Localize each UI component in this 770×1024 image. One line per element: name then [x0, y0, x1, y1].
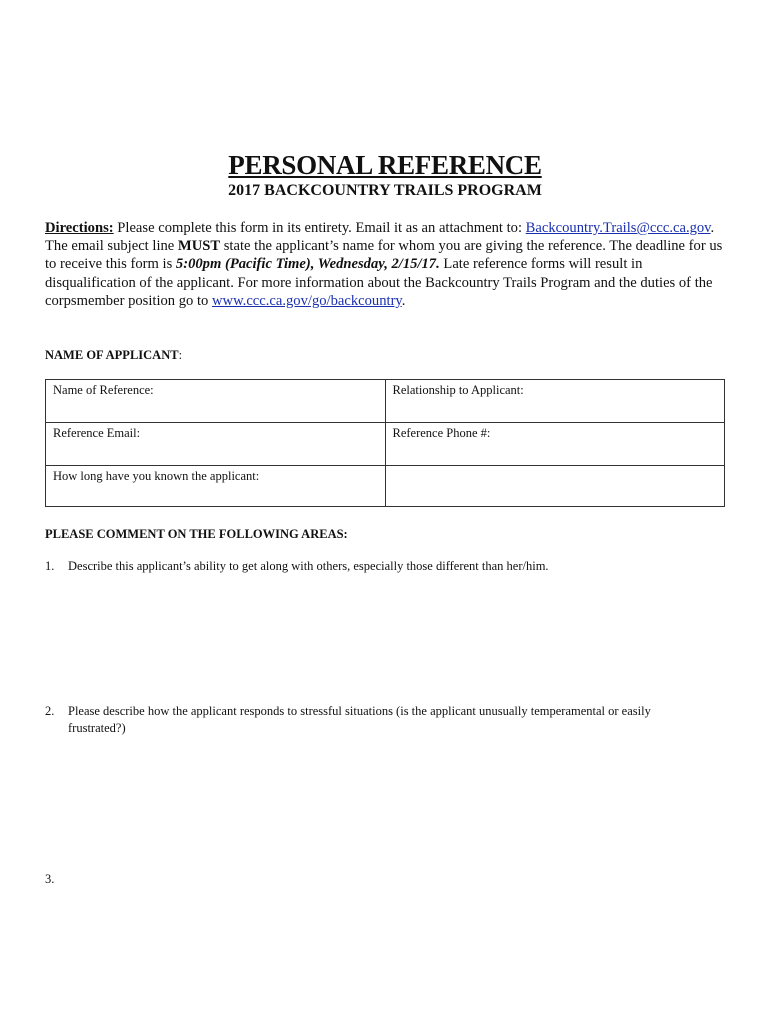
deadline-text: 5:00pm (Pacific Time), Wednesday, 2/15/17.	[175, 256, 440, 273]
question-2	[45, 703, 685, 737]
directions-label: Directions:	[45, 220, 114, 236]
directions-text-2: . The email subject line	[45, 220, 715, 255]
directions-text-5: .	[401, 292, 406, 309]
table-row	[46, 423, 725, 466]
email-link[interactable]: Backcountry.Trails@ccc.ca.gov	[525, 220, 711, 236]
directions-text-4: Late reference forms will result in disqualification of the applicant. For more information about the Backcountry Trails Program and the duties of the corpsmember position go to	[45, 256, 713, 309]
applicant-colon: :	[178, 348, 183, 362]
applicant-label: NAME OF APPLICANT	[45, 348, 179, 362]
reference-info-table	[45, 379, 725, 507]
directions-paragraph	[45, 219, 735, 310]
question-number: 3.	[45, 872, 55, 886]
page-title: PERSONAL REFERENCE	[228, 150, 542, 180]
question-number: 2.	[45, 704, 55, 718]
reference-name-label: Name of Reference:	[53, 383, 154, 397]
applicant-name-field[interactable]	[45, 347, 182, 363]
reference-name-field[interactable]	[46, 380, 386, 423]
reference-email-field[interactable]	[46, 423, 386, 466]
question-text: Describe this applicant’s ability to get along with others, especially those different than her/him.	[68, 559, 549, 573]
must-emphasis: MUST	[177, 238, 221, 255]
reference-email-label: Reference Email:	[53, 426, 141, 440]
known-duration-label-cell	[46, 466, 386, 507]
reference-phone-label: Reference Phone #:	[392, 426, 491, 440]
reference-phone-field[interactable]	[385, 423, 725, 466]
known-duration-label: How long have you known the applicant:	[53, 469, 260, 483]
directions-text-3: state the applicant’s name for whom you are giving the reference. The deadline for us to receive this form is	[45, 238, 723, 273]
table-row	[46, 466, 725, 507]
known-duration-field[interactable]	[385, 466, 725, 507]
directions-text-1: Please complete this form in its entirety. Email it as an attachment to:	[113, 220, 526, 236]
program-url-link[interactable]: www.ccc.ca.gov/go/backcountry	[212, 292, 402, 309]
question-number: 1.	[45, 559, 55, 573]
table-row	[46, 380, 725, 423]
question-1	[45, 558, 685, 575]
comments-heading: PLEASE COMMENT ON THE FOLLOWING AREAS:	[45, 527, 348, 541]
question-text: Please describe how the applicant responds to stressful situations (is the applicant unusually temperamental or easily frustrated?)	[68, 704, 651, 735]
relationship-field[interactable]	[385, 380, 725, 423]
relationship-label: Relationship to Applicant:	[392, 383, 524, 397]
page-subtitle: 2017 BACKCOUNTRY TRAILS PROGRAM	[228, 182, 542, 199]
